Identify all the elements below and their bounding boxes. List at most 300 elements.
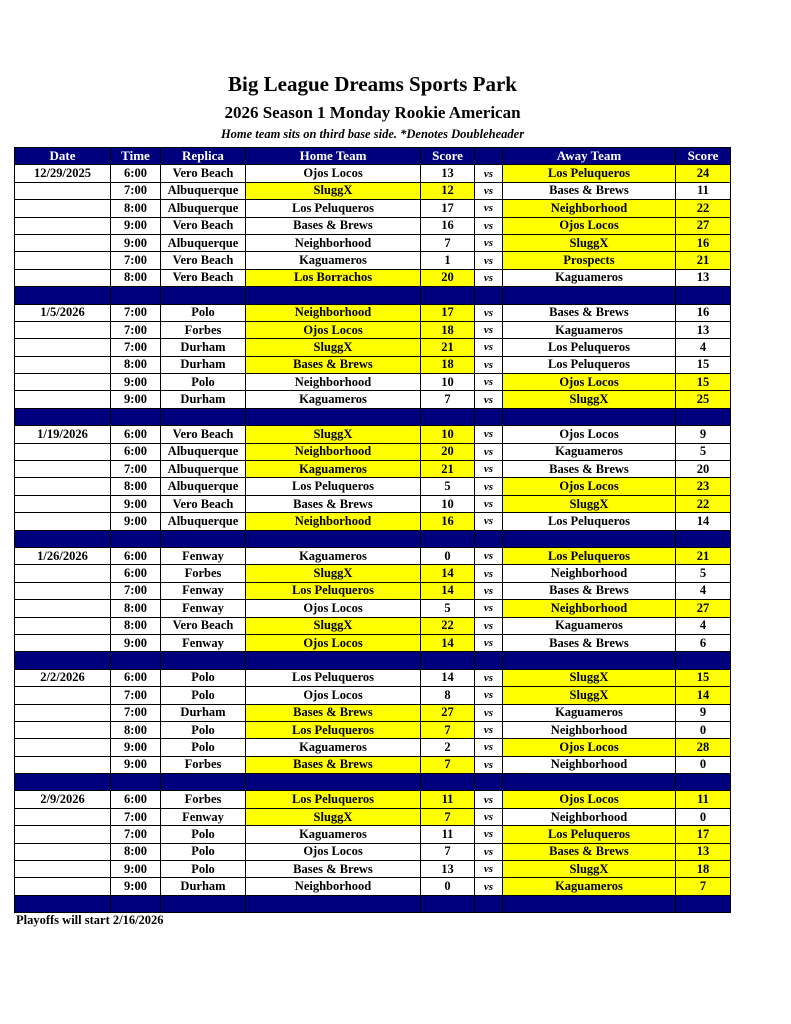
away-team-cell: Neighborhood xyxy=(503,600,676,617)
vs-label: vs xyxy=(475,234,503,251)
home-team-cell: Ojos Locos xyxy=(246,687,421,704)
date-cell xyxy=(15,478,111,495)
home-score-cell: 14 xyxy=(421,582,475,599)
home-team-cell: SluggX xyxy=(246,808,421,825)
replica-field-cell: Vero Beach xyxy=(161,165,246,182)
away-score-cell: 22 xyxy=(676,200,731,217)
home-score-cell: 16 xyxy=(421,217,475,234)
away-score-cell: 20 xyxy=(676,461,731,478)
home-score-cell: 20 xyxy=(421,443,475,460)
home-score-cell: 7 xyxy=(421,843,475,860)
away-score-cell: 28 xyxy=(676,739,731,756)
date-cell xyxy=(15,843,111,860)
separator-cell xyxy=(676,652,731,669)
away-score-cell: 14 xyxy=(676,513,731,530)
time-cell: 6:00 xyxy=(111,565,161,582)
home-score-cell: 22 xyxy=(421,617,475,634)
separator-cell xyxy=(503,530,676,547)
replica-field-cell: Polo xyxy=(161,669,246,686)
away-score-cell: 27 xyxy=(676,217,731,234)
home-team-cell: Los Peluqueros xyxy=(246,721,421,738)
time-cell: 9:00 xyxy=(111,217,161,234)
away-team-cell: Kaguameros xyxy=(503,617,676,634)
home-team-cell: Neighborhood xyxy=(246,443,421,460)
week-separator xyxy=(15,652,731,669)
vs-label: vs xyxy=(475,339,503,356)
game-row xyxy=(15,669,731,686)
vs-label: vs xyxy=(475,843,503,860)
separator-cell xyxy=(246,287,421,304)
header-date: Date xyxy=(15,148,111,165)
replica-field-cell: Albuquerque xyxy=(161,513,246,530)
replica-field-cell: Albuquerque xyxy=(161,234,246,251)
away-score-cell: 15 xyxy=(676,669,731,686)
schedule-note: Home team sits on third base side. *Denotes Doubleheader xyxy=(220,127,525,141)
home-team-cell: Bases & Brews xyxy=(246,756,421,773)
replica-field-cell: Albuquerque xyxy=(161,461,246,478)
home-score-cell: 10 xyxy=(421,426,475,443)
separator-cell xyxy=(475,408,503,425)
away-score-cell: 25 xyxy=(676,391,731,408)
game-row xyxy=(15,321,731,338)
vs-label: vs xyxy=(475,461,503,478)
home-score-cell: 14 xyxy=(421,634,475,651)
header-away-team: Away Team xyxy=(503,148,676,165)
separator-cell xyxy=(421,774,475,791)
replica-field-cell: Fenway xyxy=(161,582,246,599)
time-cell: 7:00 xyxy=(111,826,161,843)
vs-label: vs xyxy=(475,808,503,825)
home-team-cell: SluggX xyxy=(246,565,421,582)
home-team-cell: Los Peluqueros xyxy=(246,478,421,495)
away-team-cell: Kaguameros xyxy=(503,321,676,338)
separator-cell xyxy=(111,774,161,791)
replica-field-cell: Polo xyxy=(161,739,246,756)
home-score-cell: 17 xyxy=(421,304,475,321)
separator-cell xyxy=(676,895,731,912)
replica-field-cell: Polo xyxy=(161,374,246,391)
time-cell: 8:00 xyxy=(111,356,161,373)
header-away-score: Score xyxy=(676,148,731,165)
time-cell: 7:00 xyxy=(111,252,161,269)
time-cell: 7:00 xyxy=(111,339,161,356)
header-row xyxy=(15,148,731,165)
vs-label: vs xyxy=(475,791,503,808)
date-cell xyxy=(15,721,111,738)
separator-cell xyxy=(246,408,421,425)
time-cell: 9:00 xyxy=(111,374,161,391)
time-cell: 8:00 xyxy=(111,600,161,617)
away-score-cell: 13 xyxy=(676,321,731,338)
separator-cell xyxy=(15,287,111,304)
date-cell xyxy=(15,565,111,582)
replica-field-cell: Fenway xyxy=(161,808,246,825)
date-cell xyxy=(15,252,111,269)
home-team-cell: Ojos Locos xyxy=(246,165,421,182)
home-score-cell: 14 xyxy=(421,565,475,582)
vs-label: vs xyxy=(475,878,503,895)
home-score-cell: 21 xyxy=(421,339,475,356)
separator-cell xyxy=(475,287,503,304)
home-score-cell: 7 xyxy=(421,756,475,773)
away-team-cell: Ojos Locos xyxy=(503,217,676,234)
separator-cell xyxy=(475,530,503,547)
away-team-cell: Neighborhood xyxy=(503,565,676,582)
date-cell xyxy=(15,582,111,599)
away-score-cell: 16 xyxy=(676,234,731,251)
game-row xyxy=(15,791,731,808)
vs-label: vs xyxy=(475,443,503,460)
replica-field-cell: Vero Beach xyxy=(161,269,246,286)
game-row xyxy=(15,826,731,843)
game-row xyxy=(15,600,731,617)
home-score-cell: 18 xyxy=(421,356,475,373)
separator-cell xyxy=(111,530,161,547)
away-team-cell: Ojos Locos xyxy=(503,739,676,756)
home-score-cell: 11 xyxy=(421,791,475,808)
time-cell: 6:00 xyxy=(111,426,161,443)
date-cell xyxy=(15,878,111,895)
date-cell xyxy=(15,634,111,651)
separator-cell xyxy=(421,530,475,547)
away-score-cell: 18 xyxy=(676,861,731,878)
away-team-cell: Bases & Brews xyxy=(503,843,676,860)
time-cell: 7:00 xyxy=(111,582,161,599)
replica-field-cell: Albuquerque xyxy=(161,200,246,217)
game-row xyxy=(15,495,731,512)
away-team-cell: Los Peluqueros xyxy=(503,547,676,564)
separator-cell xyxy=(503,652,676,669)
home-score-cell: 16 xyxy=(421,513,475,530)
away-score-cell: 24 xyxy=(676,165,731,182)
vs-label: vs xyxy=(475,669,503,686)
replica-field-cell: Albuquerque xyxy=(161,478,246,495)
away-score-cell: 4 xyxy=(676,617,731,634)
home-team-cell: Neighborhood xyxy=(246,878,421,895)
vs-label: vs xyxy=(475,600,503,617)
home-team-cell: Kaguameros xyxy=(246,461,421,478)
vs-label: vs xyxy=(475,756,503,773)
home-score-cell: 18 xyxy=(421,321,475,338)
replica-field-cell: Polo xyxy=(161,861,246,878)
separator-cell xyxy=(246,652,421,669)
page-subtitle: 2026 Season 1 Monday Rookie American xyxy=(224,103,521,122)
game-row xyxy=(15,200,731,217)
away-team-cell: SluggX xyxy=(503,495,676,512)
away-team-cell: Los Peluqueros xyxy=(503,826,676,843)
home-team-cell: Ojos Locos xyxy=(246,634,421,651)
time-cell: 9:00 xyxy=(111,495,161,512)
date-cell xyxy=(15,356,111,373)
separator-cell xyxy=(475,895,503,912)
time-cell: 9:00 xyxy=(111,391,161,408)
home-score-cell: 0 xyxy=(421,878,475,895)
header-replica: Replica xyxy=(161,148,246,165)
vs-label: vs xyxy=(475,252,503,269)
away-score-cell: 14 xyxy=(676,687,731,704)
replica-field-cell: Forbes xyxy=(161,791,246,808)
replica-field-cell: Fenway xyxy=(161,634,246,651)
replica-field-cell: Forbes xyxy=(161,565,246,582)
time-cell: 7:00 xyxy=(111,321,161,338)
replica-field-cell: Vero Beach xyxy=(161,426,246,443)
separator-cell xyxy=(111,408,161,425)
home-score-cell: 17 xyxy=(421,200,475,217)
time-cell: 8:00 xyxy=(111,721,161,738)
date-cell xyxy=(15,374,111,391)
date-cell xyxy=(15,704,111,721)
date-cell xyxy=(15,687,111,704)
home-team-cell: Kaguameros xyxy=(246,252,421,269)
home-score-cell: 7 xyxy=(421,391,475,408)
vs-label: vs xyxy=(475,582,503,599)
time-cell: 6:00 xyxy=(111,547,161,564)
replica-field-cell: Vero Beach xyxy=(161,252,246,269)
separator-cell xyxy=(246,774,421,791)
game-row xyxy=(15,391,731,408)
separator-cell xyxy=(475,652,503,669)
replica-field-cell: Vero Beach xyxy=(161,617,246,634)
home-team-cell: Neighborhood xyxy=(246,374,421,391)
away-team-cell: Ojos Locos xyxy=(503,374,676,391)
home-score-cell: 8 xyxy=(421,687,475,704)
home-score-cell: 2 xyxy=(421,739,475,756)
week-separator xyxy=(15,895,731,912)
date-cell xyxy=(15,513,111,530)
game-row xyxy=(15,426,731,443)
home-score-cell: 12 xyxy=(421,182,475,199)
date-cell xyxy=(15,617,111,634)
separator-cell xyxy=(421,895,475,912)
away-score-cell: 7 xyxy=(676,878,731,895)
home-score-cell: 7 xyxy=(421,234,475,251)
separator-cell xyxy=(15,652,111,669)
game-row xyxy=(15,843,731,860)
footer-note: Playoffs will start 2/16/2026 xyxy=(16,913,164,927)
game-row xyxy=(15,461,731,478)
game-row xyxy=(15,304,731,321)
home-score-cell: 5 xyxy=(421,478,475,495)
schedule-table xyxy=(14,147,731,913)
time-cell: 9:00 xyxy=(111,861,161,878)
game-row xyxy=(15,252,731,269)
away-team-cell: Ojos Locos xyxy=(503,426,676,443)
vs-label: vs xyxy=(475,374,503,391)
home-score-cell: 13 xyxy=(421,861,475,878)
away-score-cell: 21 xyxy=(676,252,731,269)
replica-field-cell: Forbes xyxy=(161,756,246,773)
away-team-cell: Los Peluqueros xyxy=(503,339,676,356)
date-cell xyxy=(15,234,111,251)
away-score-cell: 0 xyxy=(676,756,731,773)
replica-field-cell: Fenway xyxy=(161,600,246,617)
date-cell: 2/9/2026 xyxy=(15,791,111,808)
time-cell: 9:00 xyxy=(111,634,161,651)
date-cell xyxy=(15,443,111,460)
time-cell: 6:00 xyxy=(111,165,161,182)
home-team-cell: SluggX xyxy=(246,182,421,199)
replica-field-cell: Albuquerque xyxy=(161,443,246,460)
game-row xyxy=(15,165,731,182)
home-team-cell: Los Peluqueros xyxy=(246,582,421,599)
date-cell xyxy=(15,200,111,217)
date-cell xyxy=(15,600,111,617)
home-team-cell: Los Borrachos xyxy=(246,269,421,286)
separator-cell xyxy=(503,408,676,425)
game-row xyxy=(15,443,731,460)
replica-field-cell: Durham xyxy=(161,339,246,356)
separator-cell xyxy=(503,895,676,912)
week-separator xyxy=(15,408,731,425)
home-team-cell: Neighborhood xyxy=(246,304,421,321)
replica-field-cell: Polo xyxy=(161,843,246,860)
game-row xyxy=(15,721,731,738)
header-home-team: Home Team xyxy=(246,148,421,165)
replica-field-cell: Fenway xyxy=(161,547,246,564)
vs-label: vs xyxy=(475,565,503,582)
vs-label: vs xyxy=(475,617,503,634)
replica-field-cell: Polo xyxy=(161,721,246,738)
page-title: Big League Dreams Sports Park xyxy=(228,72,517,96)
away-team-cell: Bases & Brews xyxy=(503,182,676,199)
home-team-cell: Kaguameros xyxy=(246,826,421,843)
away-team-cell: Bases & Brews xyxy=(503,304,676,321)
separator-cell xyxy=(676,287,731,304)
time-cell: 6:00 xyxy=(111,791,161,808)
home-team-cell: Los Peluqueros xyxy=(246,200,421,217)
home-team-cell: Bases & Brews xyxy=(246,356,421,373)
game-row xyxy=(15,339,731,356)
home-team-cell: SluggX xyxy=(246,617,421,634)
vs-label: vs xyxy=(475,687,503,704)
date-cell xyxy=(15,861,111,878)
replica-field-cell: Durham xyxy=(161,356,246,373)
vs-label: vs xyxy=(475,704,503,721)
replica-field-cell: Durham xyxy=(161,704,246,721)
date-cell xyxy=(15,808,111,825)
away-team-cell: SluggX xyxy=(503,391,676,408)
date-cell xyxy=(15,321,111,338)
vs-label: vs xyxy=(475,495,503,512)
separator-cell xyxy=(503,774,676,791)
vs-label: vs xyxy=(475,426,503,443)
vs-label: vs xyxy=(475,721,503,738)
vs-label: vs xyxy=(475,356,503,373)
home-team-cell: Bases & Brews xyxy=(246,704,421,721)
vs-label: vs xyxy=(475,861,503,878)
game-row xyxy=(15,704,731,721)
home-team-cell: Ojos Locos xyxy=(246,600,421,617)
time-cell: 6:00 xyxy=(111,669,161,686)
home-team-cell: Kaguameros xyxy=(246,739,421,756)
separator-cell xyxy=(246,895,421,912)
date-cell: 2/2/2026 xyxy=(15,669,111,686)
game-row xyxy=(15,861,731,878)
vs-label: vs xyxy=(475,634,503,651)
game-row xyxy=(15,687,731,704)
vs-label: vs xyxy=(475,182,503,199)
vs-label: vs xyxy=(475,165,503,182)
header-time: Time xyxy=(111,148,161,165)
away-team-cell: Kaguameros xyxy=(503,704,676,721)
date-cell xyxy=(15,391,111,408)
home-team-cell: Bases & Brews xyxy=(246,217,421,234)
away-team-cell: Neighborhood xyxy=(503,721,676,738)
date-cell xyxy=(15,217,111,234)
away-team-cell: SluggX xyxy=(503,669,676,686)
game-row xyxy=(15,878,731,895)
replica-field-cell: Polo xyxy=(161,304,246,321)
date-cell xyxy=(15,739,111,756)
home-score-cell: 11 xyxy=(421,826,475,843)
away-score-cell: 15 xyxy=(676,356,731,373)
header-home-score: Score xyxy=(421,148,475,165)
away-team-cell: Bases & Brews xyxy=(503,461,676,478)
time-cell: 9:00 xyxy=(111,234,161,251)
away-score-cell: 21 xyxy=(676,547,731,564)
home-score-cell: 20 xyxy=(421,269,475,286)
separator-cell xyxy=(161,287,246,304)
date-cell: 1/19/2026 xyxy=(15,426,111,443)
separator-cell xyxy=(475,774,503,791)
home-score-cell: 10 xyxy=(421,374,475,391)
home-team-cell: Kaguameros xyxy=(246,547,421,564)
game-row xyxy=(15,582,731,599)
away-team-cell: Los Peluqueros xyxy=(503,513,676,530)
game-row xyxy=(15,182,731,199)
away-team-cell: SluggX xyxy=(503,687,676,704)
separator-cell xyxy=(111,895,161,912)
time-cell: 9:00 xyxy=(111,878,161,895)
header-vs xyxy=(475,148,503,165)
home-score-cell: 7 xyxy=(421,808,475,825)
date-cell: 12/29/2025 xyxy=(15,165,111,182)
away-score-cell: 16 xyxy=(676,304,731,321)
home-team-cell: Ojos Locos xyxy=(246,321,421,338)
vs-label: vs xyxy=(475,200,503,217)
away-team-cell: Ojos Locos xyxy=(503,478,676,495)
away-team-cell: Bases & Brews xyxy=(503,634,676,651)
home-score-cell: 7 xyxy=(421,721,475,738)
time-cell: 9:00 xyxy=(111,513,161,530)
game-row xyxy=(15,756,731,773)
separator-cell xyxy=(15,895,111,912)
separator-cell xyxy=(676,530,731,547)
away-team-cell: Ojos Locos xyxy=(503,791,676,808)
replica-field-cell: Albuquerque xyxy=(161,182,246,199)
away-score-cell: 11 xyxy=(676,182,731,199)
separator-cell xyxy=(421,408,475,425)
game-row xyxy=(15,374,731,391)
away-score-cell: 11 xyxy=(676,791,731,808)
game-row xyxy=(15,547,731,564)
away-score-cell: 23 xyxy=(676,478,731,495)
away-team-cell: Kaguameros xyxy=(503,443,676,460)
replica-field-cell: Forbes xyxy=(161,321,246,338)
separator-cell xyxy=(15,530,111,547)
vs-label: vs xyxy=(475,391,503,408)
game-row xyxy=(15,356,731,373)
game-row xyxy=(15,617,731,634)
game-row xyxy=(15,269,731,286)
home-team-cell: Bases & Brews xyxy=(246,495,421,512)
away-score-cell: 4 xyxy=(676,582,731,599)
away-score-cell: 5 xyxy=(676,443,731,460)
game-row xyxy=(15,478,731,495)
away-team-cell: Bases & Brews xyxy=(503,582,676,599)
game-row xyxy=(15,513,731,530)
vs-label: vs xyxy=(475,547,503,564)
